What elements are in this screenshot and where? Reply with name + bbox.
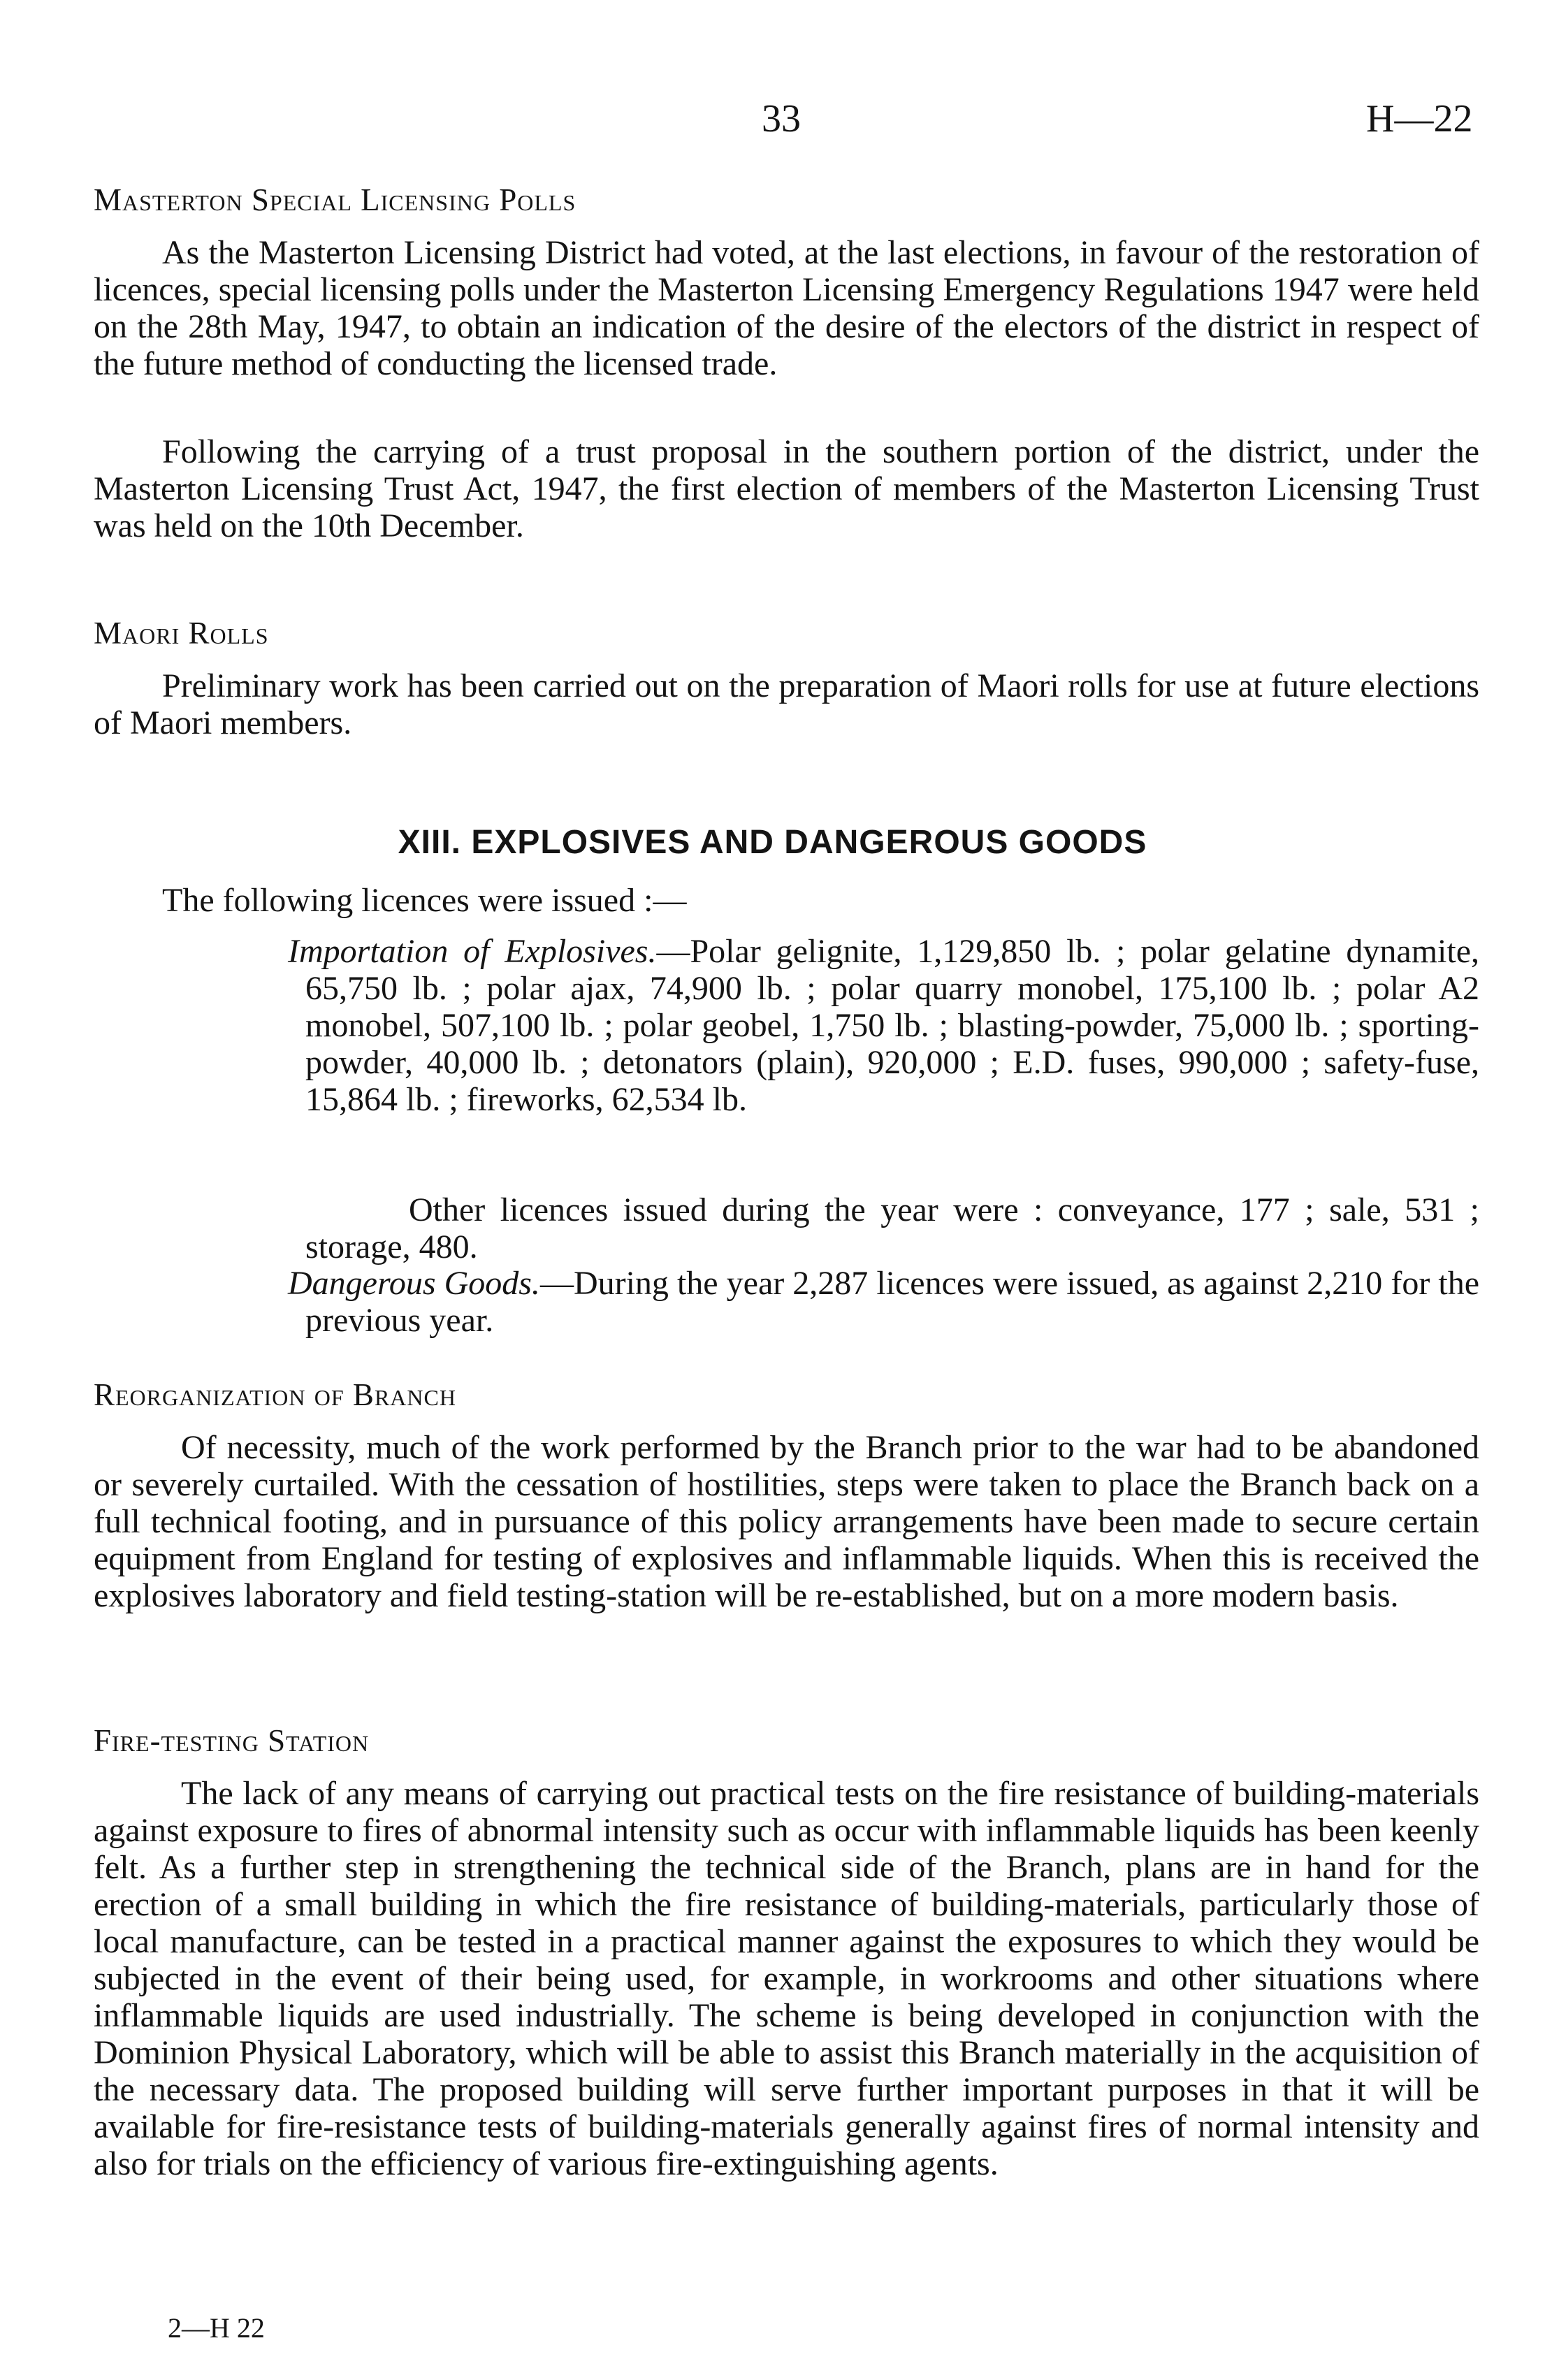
importation-paragraph [288,933,1480,1118]
reorganization-heading: Reorganization of Branch [94,1377,456,1412]
masterton-paragraph-2: Following the carrying of a trust proposal in the southern portion of the district, under the Masterton Licensing Trust Act, 1947, the first election of members of the Masterton Licensing Trust was held on the 10th December. [94,433,1479,544]
maori-heading: Maori Rolls [94,616,269,651]
importation-label: Importation of Explosives. [288,933,657,970]
reorganization-paragraph: Of necessity, much of the work performed by the Branch prior to the war had to be abandoned or severely curtailed. With the cessation of hostilities, steps were taken to place the Branch back on a full technical footing, and in pursuance of this policy arrangements have been made to secure certain equipment from England for testing of explosives and inflammable liquids. When this is received the explosives laboratory and field testing-station will be re-established, but on a more modern basis. [94,1429,1479,1614]
dangerous-goods-paragraph [288,1265,1479,1339]
maori-paragraph: Preliminary work has been carried out on the preparation of Maori rolls for use at future elections of Maori members. [94,667,1479,741]
footer-signature: 2—H 22 [168,2312,265,2344]
dangerous-goods-text: —During the year 2,287 licences were issued, as against 2,210 for the previous year. [305,1265,1479,1339]
fire-testing-paragraph: The lack of any means of carrying out practical tests on the fire resistance of building-materials against exposure to fires of abnormal intensity such as occur with inflammable liquids has been keenly felt. As a further step in strengthening the technical side of the Branch, plans are in hand for the erection of a small building in which the fire resistance of building-materials, particularly those of local manufacture, can be tested in a practical manner against the exposures to which they would be subjected in the event of their being used, for example, in workrooms and other situations where inflammable liquids are used industrially. The scheme is being developed in conjunction with the Dominion Physical Laboratory, which will be able to assist this Branch materially in the acquisition of the necessary data. The proposed building will serve further important purposes in that it will be available for fire-resistance tests of building-materials generally against fires of normal intensity and also for trials on the efficiency of various fire-extinguishing agents. [94,1775,1479,2182]
section-title: XIII. EXPLOSIVES AND DANGEROUS GOODS [398,824,1147,861]
dangerous-goods-label: Dangerous Goods. [288,1265,540,1302]
explosives-intro: The following licences were issued :— [162,882,687,919]
importation-text: —Polar gelignite, 1,129,850 lb. ; polar gelatine dynamite, 65,750 lb. ; polar ajax, 74,900 lb. ; polar quarry monobel, 175,100 lb. ; polar A2 monobel, 507,100 lb. ; polar geobel, 1,750 lb. ; blasting-powder, 75,000 lb. ; sporting-powder, 40,000 lb. ; detonators (plain), 920,000 ; E.D. fuses, 990,000 ; safety-fuse, 15,864 lb. ; fireworks, 62,534 lb. [305,933,1480,1118]
other-licences-paragraph: Other licences issued during the year were : conveyance, 177 ; sale, 531 ; storage, 480. [305,1191,1479,1265]
page-number: 33 [762,97,801,140]
masterton-paragraph-1: As the Masterton Licensing District had voted, at the last elections, in favour of the restoration of licences, special licensing polls under the Masterton Licensing Emergency Regulations 1947 were held on the 28th May, 1947, to obtain an indication of the desire of the electors of the district in respect of the future method of conducting the licensed trade. [94,234,1479,382]
fire-testing-heading: Fire-testing Station [94,1723,370,1758]
document-reference: H—22 [1366,97,1473,140]
masterton-heading: Masterton Special Licensing Polls [94,182,576,217]
